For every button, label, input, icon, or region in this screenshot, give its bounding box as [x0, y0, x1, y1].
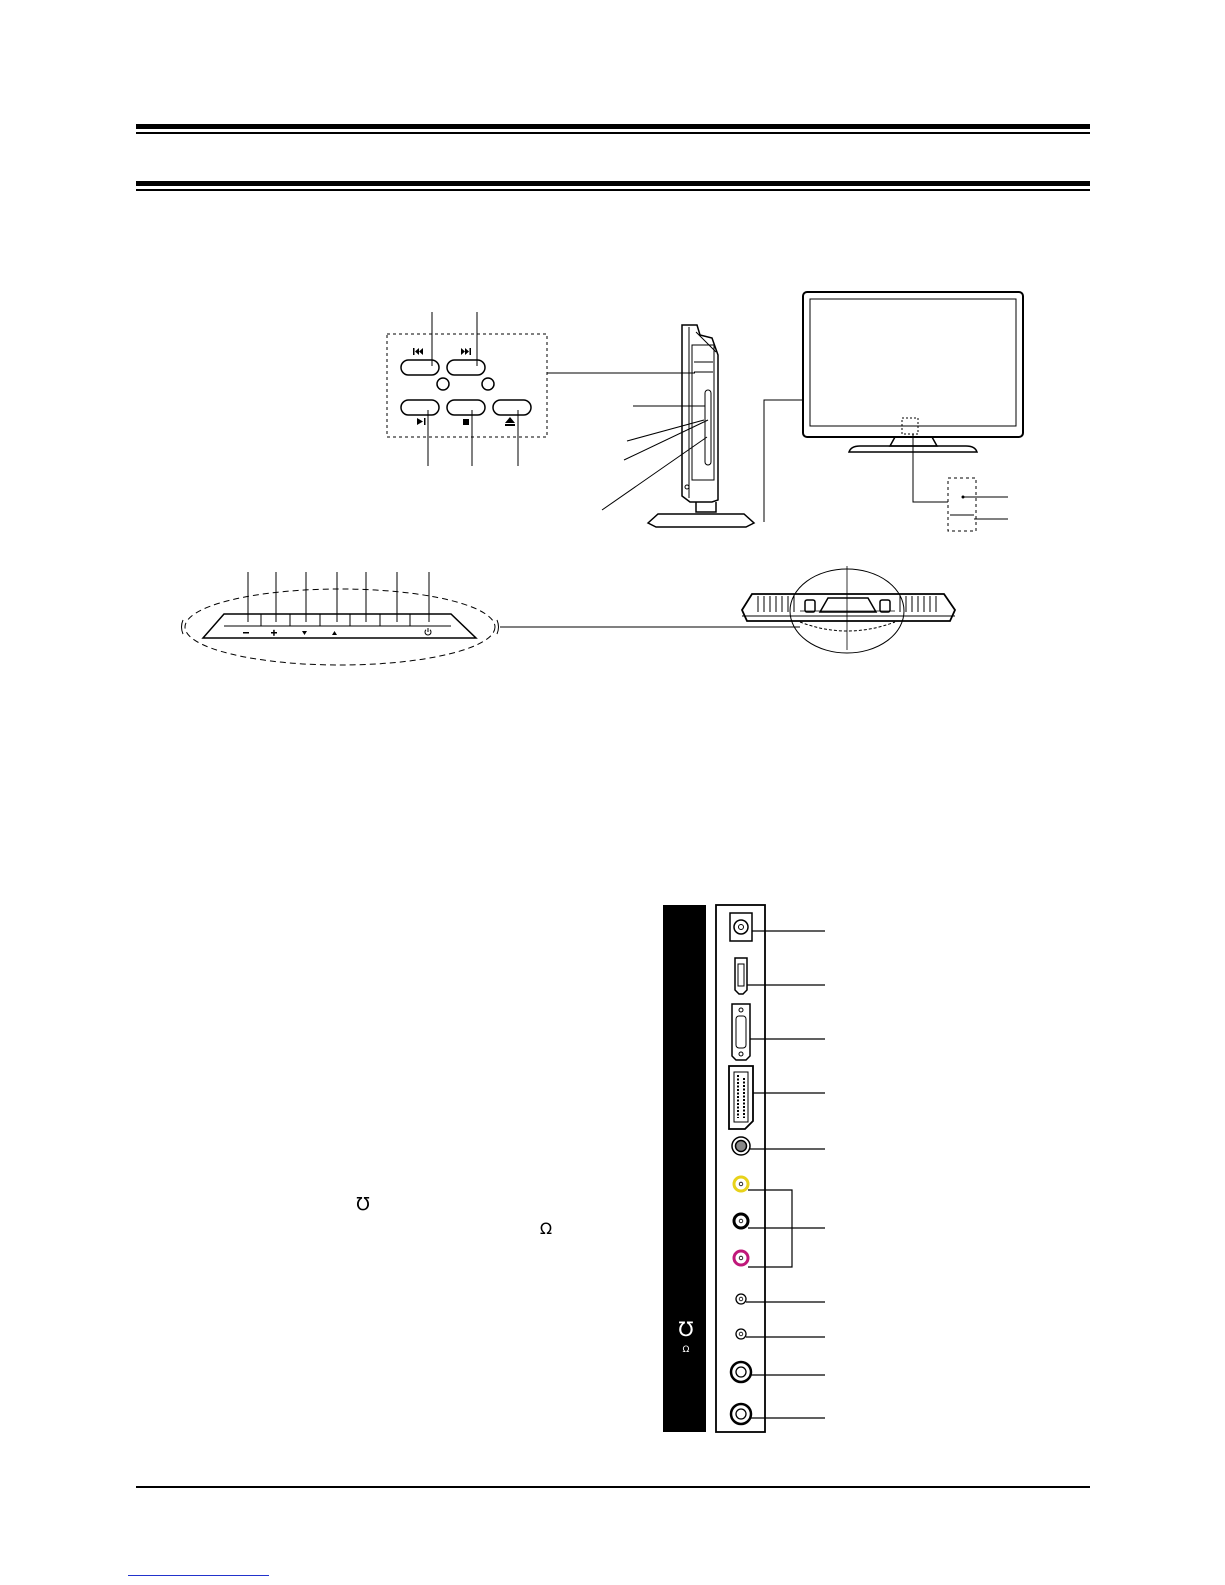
vga-connector [732, 1004, 750, 1060]
eject-button [493, 400, 531, 415]
tv-bezel [803, 292, 1023, 437]
tv-side-view [602, 325, 754, 527]
prev-button [401, 360, 439, 375]
indicator-left [437, 378, 449, 390]
headphone-glyph: ℧ [356, 1194, 370, 1215]
dvd-button-panel [387, 312, 695, 466]
plus-icon [271, 630, 277, 636]
ohm-symbol-label: Ω [682, 1345, 690, 1355]
stop-icon [463, 419, 469, 425]
control-strip-icons [243, 628, 431, 636]
large-jack-2 [731, 1404, 751, 1424]
up-arrow-icon [332, 631, 337, 635]
play-pause-icon [417, 418, 426, 425]
stop-button [447, 400, 485, 415]
tv-bottom-view [742, 566, 955, 653]
mini-jack-2 [736, 1329, 746, 1339]
s-video-connector [732, 1137, 750, 1155]
mini-jack-1 [736, 1294, 746, 1304]
tv-front-indicator-callout-box [948, 478, 976, 531]
large-jack-1 [731, 1362, 751, 1382]
bottom-link-underline [128, 1575, 269, 1576]
next-button [447, 360, 485, 375]
tv-front-leader [764, 400, 803, 522]
tv-front-indicator-dot [962, 496, 965, 499]
play-pause-button [401, 400, 439, 415]
connector-panel [663, 905, 825, 1432]
headphone-symbol-label: ℧ [678, 1317, 694, 1341]
down-arrow-icon [302, 631, 307, 635]
scart-connector [729, 1066, 753, 1129]
hdmi-connector [735, 958, 747, 994]
indicator-right [482, 378, 494, 390]
ohm-glyph: Ω [539, 1219, 553, 1238]
power-icon [425, 628, 431, 635]
tv-front-indicator-leader [913, 434, 948, 502]
tv-front-view [764, 292, 1023, 531]
rf-antenna-connector [730, 913, 752, 941]
eject-icon [505, 417, 515, 426]
skip-next-icon [461, 348, 471, 355]
skip-previous-icon [413, 348, 423, 355]
control-strip-dashed-ellipse [185, 589, 495, 665]
tv-screen [810, 299, 1016, 426]
front-control-strip [182, 572, 801, 665]
minus-icon [243, 632, 249, 634]
footer-rule [136, 1486, 1090, 1488]
